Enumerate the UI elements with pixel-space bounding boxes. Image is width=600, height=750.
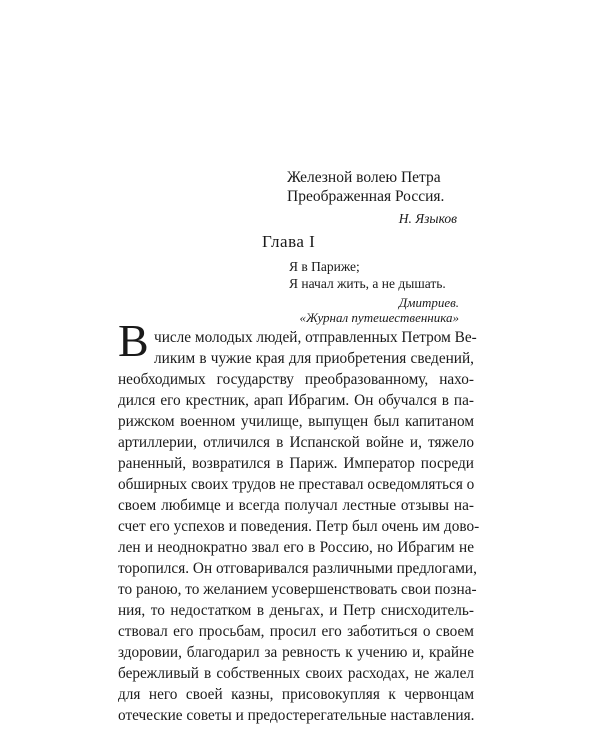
body-line: ния, то недостатком в деньгах, и Петр снисходитель- bbox=[118, 602, 474, 619]
body-line-1-text: числе молодых людей, отправленных Петром Ве- bbox=[154, 329, 477, 346]
body-line: раненный, возвратился в Париж. Император посреди bbox=[118, 455, 474, 472]
epigraph-2-attribution-source: «Журнал путешественника» bbox=[299, 310, 459, 325]
drop-cap: В bbox=[118, 315, 149, 366]
body-line: своем любимце и всегда получал лестные отзывы на- bbox=[118, 497, 474, 514]
epigraph-2-attribution-author: Дмитриев. bbox=[398, 295, 459, 310]
epigraph-1-attribution: Н. Языков bbox=[398, 211, 457, 226]
body-line: дился его крестник, арап Ибрагим. Он обучался в па- bbox=[118, 392, 474, 409]
body-line: здоровии, благодарил за ревность к учению и, крайне bbox=[118, 644, 474, 661]
epigraph-1-line-2: Преображенная Россия. bbox=[287, 188, 445, 205]
body-line: обширных своих трудов не преставал осведомляться о bbox=[118, 476, 475, 493]
chapter-title: Глава I bbox=[262, 232, 316, 251]
body-line: необходимых государству преобразованному, нахо- bbox=[118, 371, 474, 388]
epigraph-2 bbox=[289, 258, 459, 325]
body-line: для него своей казны, присовокупляя к червонцам bbox=[118, 686, 474, 703]
epigraph-1-line-1: Железной волею Петра bbox=[287, 169, 441, 186]
epigraph-1 bbox=[287, 168, 457, 228]
epigraph-2-line-2: Я начал жить, а не дышать. bbox=[289, 276, 446, 291]
body-line: артиллерии, отличился в Испанской войне и, тяжело bbox=[118, 434, 474, 451]
epigraph-2-line-1: Я в Париже; bbox=[289, 259, 360, 274]
body-line: ствовал его просьбам, просил его заботиться о своем bbox=[118, 623, 474, 640]
body-line: ликим в чужие края для приобретения сведений, bbox=[154, 350, 474, 367]
body-line: бережливый в собственных своих расходах, не жалел bbox=[118, 665, 474, 682]
body-line: счет его успехов и поведения. Петр был очень им дово- bbox=[118, 518, 480, 535]
body-line: торопился. Он отговаривался различными предлогами, bbox=[118, 560, 477, 577]
body-line: рижском военном училище, выпущен был капитаном bbox=[118, 413, 474, 430]
body-line: то раною, то желанием усовершенствовать свои позна- bbox=[118, 581, 477, 598]
body-line: лен и неоднократно звал его в Россию, но Ибрагим не bbox=[118, 539, 474, 556]
body-line-last: отеческие советы и предостерегательные наставления. bbox=[118, 707, 475, 724]
